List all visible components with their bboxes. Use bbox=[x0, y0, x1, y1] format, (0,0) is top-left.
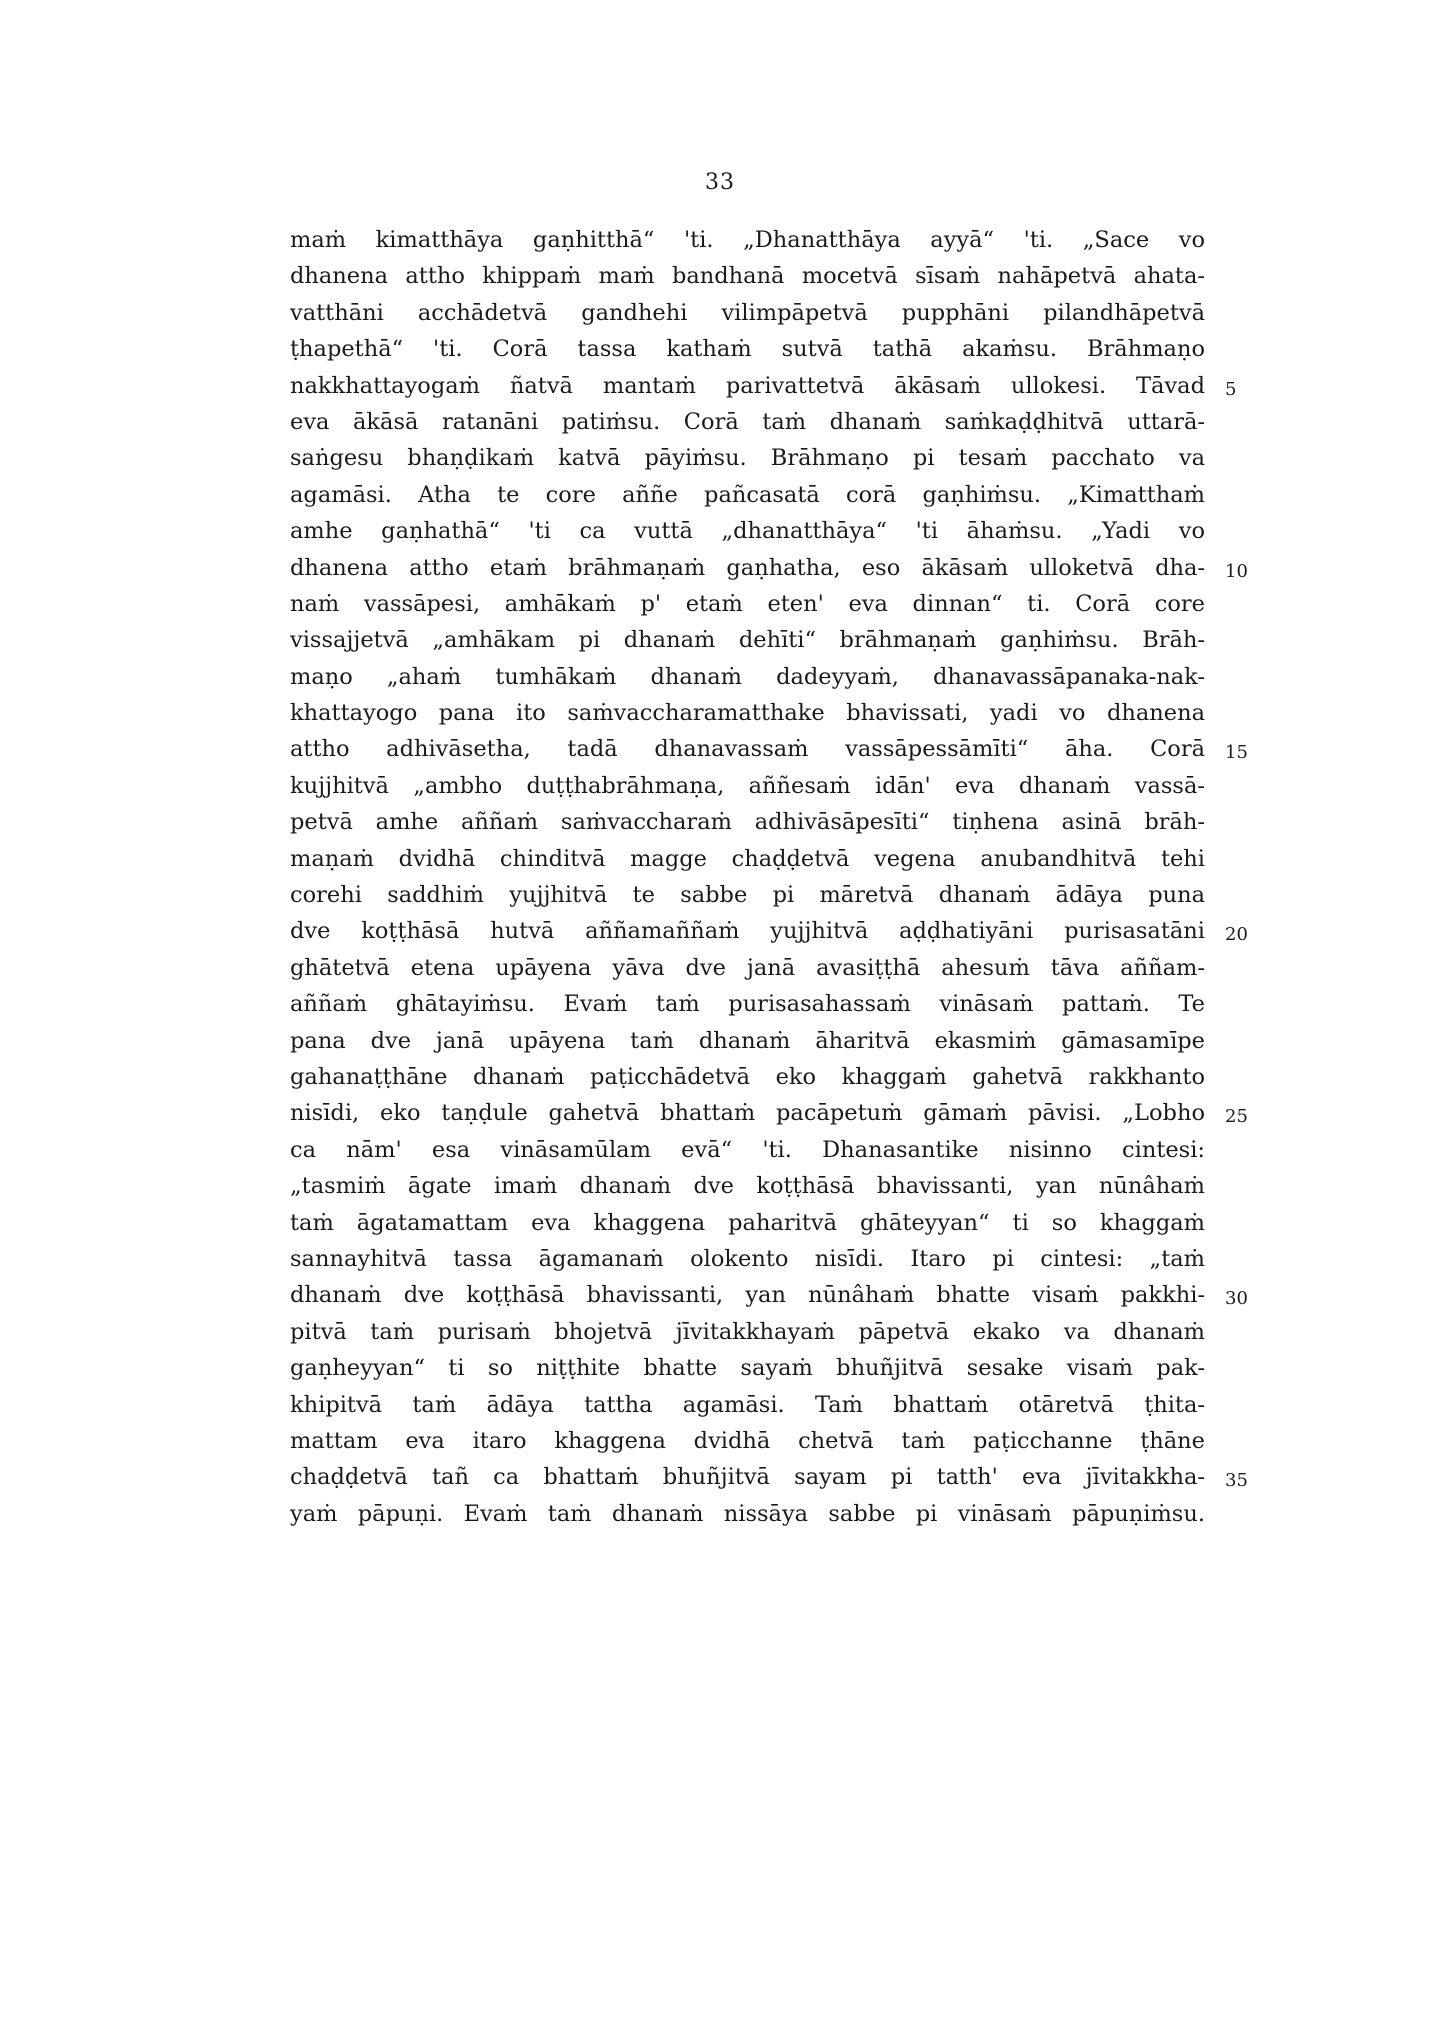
line-text: ghātetvā etena upāyena yāva dve janā avasiṭṭhā ahesuṁ tāva aññam- bbox=[290, 954, 1205, 981]
line-text: maṁ kimatthāya gaṇhitthā“ 'ti. „Dhanatthāya ayyā“ 'ti. „Sace vo bbox=[290, 227, 1205, 253]
text-line bbox=[290, 368, 1300, 404]
text-line bbox=[290, 659, 1300, 695]
line-text: dhanaṁ dve koṭṭhāsā bhavissanti, yan nūnâhaṁ bhatte visaṁ pakkhi- bbox=[290, 1282, 1205, 1309]
line-text: khipitvā taṁ ādāya tattha agamāsi. Taṁ bhattaṁ otāretvā ṭhita- bbox=[290, 1391, 1205, 1418]
line-text: amhe gaṇhathā“ 'ti ca vuttā „dhanatthāya“ 'ti āhaṁsu. „Yadi vo bbox=[290, 518, 1205, 545]
line-number: 20 bbox=[1225, 924, 1248, 946]
line-text: pana dve janā upāyena taṁ dhanaṁ āharitvā ekasmiṁ gāmasamīpe bbox=[290, 1027, 1205, 1054]
text-line bbox=[290, 1350, 1300, 1386]
text-line bbox=[290, 768, 1300, 804]
line-text: gahanaṭṭhāne dhanaṁ paṭicchādetvā eko khaggaṁ gahetvā rakkhanto bbox=[290, 1063, 1205, 1090]
text-line bbox=[290, 1132, 1300, 1168]
text-line bbox=[290, 1241, 1300, 1277]
text-line bbox=[290, 331, 1300, 367]
line-text: pitvā taṁ purisaṁ bhojetvā jīvitakkhayaṁ pāpetvā ekako va dhanaṁ bbox=[290, 1318, 1205, 1345]
line-text: nakkhattayogaṁ ñatvā mantaṁ parivattetvā ākāsaṁ ullokesi. Tāvad bbox=[290, 372, 1205, 399]
line-text: maṇo „ahaṁ tumhākaṁ dhanaṁ dadeyyaṁ, dhanavassāpanaka-nak- bbox=[290, 663, 1205, 690]
line-text: nisīdi, eko taṇḍule gahetvā bhattaṁ pacāpetuṁ gāmaṁ pāvisi. „Lobho bbox=[290, 1100, 1205, 1127]
text-line bbox=[290, 1423, 1300, 1459]
text-line bbox=[290, 841, 1300, 877]
line-text: vissajjetvā „amhākam pi dhanaṁ dehīti“ brāhmaṇaṁ gaṇhiṁsu. Brāh- bbox=[290, 627, 1205, 654]
line-number: 5 bbox=[1225, 378, 1237, 400]
text-line bbox=[290, 1023, 1300, 1059]
text-line bbox=[290, 950, 1300, 986]
text-line bbox=[290, 877, 1300, 913]
text-line bbox=[290, 295, 1300, 331]
text-line bbox=[290, 1205, 1300, 1241]
line-text: eva ākāsā ratanāni patiṁsu. Corā taṁ dhanaṁ saṁkaḍḍhitvā uttarā- bbox=[290, 408, 1205, 435]
line-text: gaṇheyyan“ ti so niṭṭhite bhatte sayaṁ bhuñjitvā sesake visaṁ pak- bbox=[290, 1355, 1205, 1382]
line-text: dhanena attho khippaṁ maṁ bandhanā mocetvā sīsaṁ nahāpetvā ahata- bbox=[290, 263, 1205, 290]
page-number: 33 bbox=[705, 170, 735, 195]
text-line bbox=[290, 550, 1300, 586]
line-number: 25 bbox=[1225, 1106, 1248, 1128]
text-line bbox=[290, 1314, 1300, 1350]
text-line bbox=[290, 513, 1300, 549]
line-text: mattam eva itaro khaggena dvidhā chetvā taṁ paṭicchanne ṭhāne bbox=[290, 1427, 1205, 1454]
line-text: naṁ vassāpesi, amhākaṁ p' etaṁ eten' eva dinnan“ ti. Corā core bbox=[290, 590, 1205, 617]
text-line bbox=[290, 1496, 1300, 1532]
text-line bbox=[290, 1059, 1300, 1095]
text-line bbox=[290, 804, 1300, 840]
line-text: dve koṭṭhāsā hutvā aññamaññaṁ yujjhitvā aḍḍhatiyāni purisasatāni bbox=[290, 918, 1205, 945]
text-line bbox=[290, 913, 1300, 949]
text-line bbox=[290, 1095, 1300, 1131]
text-line bbox=[290, 731, 1300, 767]
text-line bbox=[290, 477, 1300, 513]
line-text: vatthāni acchādetvā gandhehi vilimpāpetvā pupphāni pilandhāpetvā bbox=[290, 299, 1205, 326]
line-text: attho adhivāsetha, tadā dhanavassaṁ vassāpessāmīti“ āha. Corā bbox=[290, 736, 1205, 763]
line-number: 15 bbox=[1225, 742, 1248, 764]
line-number: 35 bbox=[1225, 1470, 1248, 1492]
text-line bbox=[290, 1277, 1300, 1313]
line-text: sannayhitvā tassa āgamanaṁ olokento nisīdi. Itaro pi cintesi: „taṁ bbox=[290, 1245, 1205, 1272]
line-text: corehi saddhiṁ yujjhitvā te sabbe pi māretvā dhanaṁ ādāya puna bbox=[290, 882, 1205, 909]
line-text: yaṁ pāpuṇi. Evaṁ taṁ dhanaṁ nissāya sabbe pi vināsaṁ pāpuṇiṁsu. bbox=[290, 1500, 1205, 1527]
text-line bbox=[290, 440, 1300, 476]
text-line bbox=[290, 622, 1300, 658]
line-text: aññaṁ ghātayiṁsu. Evaṁ taṁ purisasahassaṁ vināsaṁ pattaṁ. Te bbox=[290, 991, 1205, 1018]
text-line bbox=[290, 258, 1300, 294]
text-line bbox=[290, 695, 1300, 731]
text-line bbox=[290, 1387, 1300, 1423]
line-text: kujjhitvā „ambho duṭṭhabrāhmaṇa, aññesaṁ idān' eva dhanaṁ vassā- bbox=[290, 772, 1205, 799]
body-text bbox=[290, 222, 1300, 1532]
line-text: agamāsi. Atha te core aññe pañcasatā corā gaṇhiṁsu. „Kimatthaṁ bbox=[290, 481, 1205, 508]
line-text: dhanena attho etaṁ brāhmaṇaṁ gaṇhatha, eso ākāsaṁ ulloketvā dha- bbox=[290, 554, 1205, 581]
line-text: ṭhapethā“ 'ti. Corā tassa kathaṁ sutvā tathā akaṁsu. Brāhmaṇo bbox=[290, 336, 1205, 363]
line-number: 30 bbox=[1225, 1288, 1248, 1310]
text-line bbox=[290, 1459, 1300, 1495]
line-text: petvā amhe aññaṁ saṁvaccharaṁ adhivāsāpesīti“ tiṇhena asinā brāh- bbox=[290, 809, 1205, 836]
line-text: maṇaṁ dvidhā chinditvā magge chaḍḍetvā vegena anubandhitvā tehi bbox=[290, 845, 1205, 872]
text-line bbox=[290, 222, 1300, 258]
line-text: chaḍḍetvā tañ ca bhattaṁ bhuñjitvā sayam pi tatth' eva jīvitakkha- bbox=[290, 1464, 1205, 1491]
line-number: 10 bbox=[1225, 560, 1248, 582]
line-text: saṅgesu bhaṇḍikaṁ katvā pāyiṁsu. Brāhmaṇo pi tesaṁ pacchato va bbox=[290, 445, 1205, 472]
line-text: taṁ āgatamattam eva khaggena paharitvā ghāteyyan“ ti so khaggaṁ bbox=[290, 1209, 1205, 1236]
text-line bbox=[290, 1168, 1300, 1204]
text-line bbox=[290, 586, 1300, 622]
text-line bbox=[290, 986, 1300, 1022]
line-text: ca nām' esa vināsamūlam evā“ 'ti. Dhanasantike nisinno cintesi: bbox=[290, 1136, 1205, 1163]
line-text: khattayogo pana ito saṁvaccharamatthake bhavissati, yadi vo dhanena bbox=[290, 700, 1205, 727]
line-text: „tasmiṁ āgate imaṁ dhanaṁ dve koṭṭhāsā bhavissanti, yan nūnâhaṁ bbox=[290, 1173, 1205, 1200]
text-line bbox=[290, 404, 1300, 440]
